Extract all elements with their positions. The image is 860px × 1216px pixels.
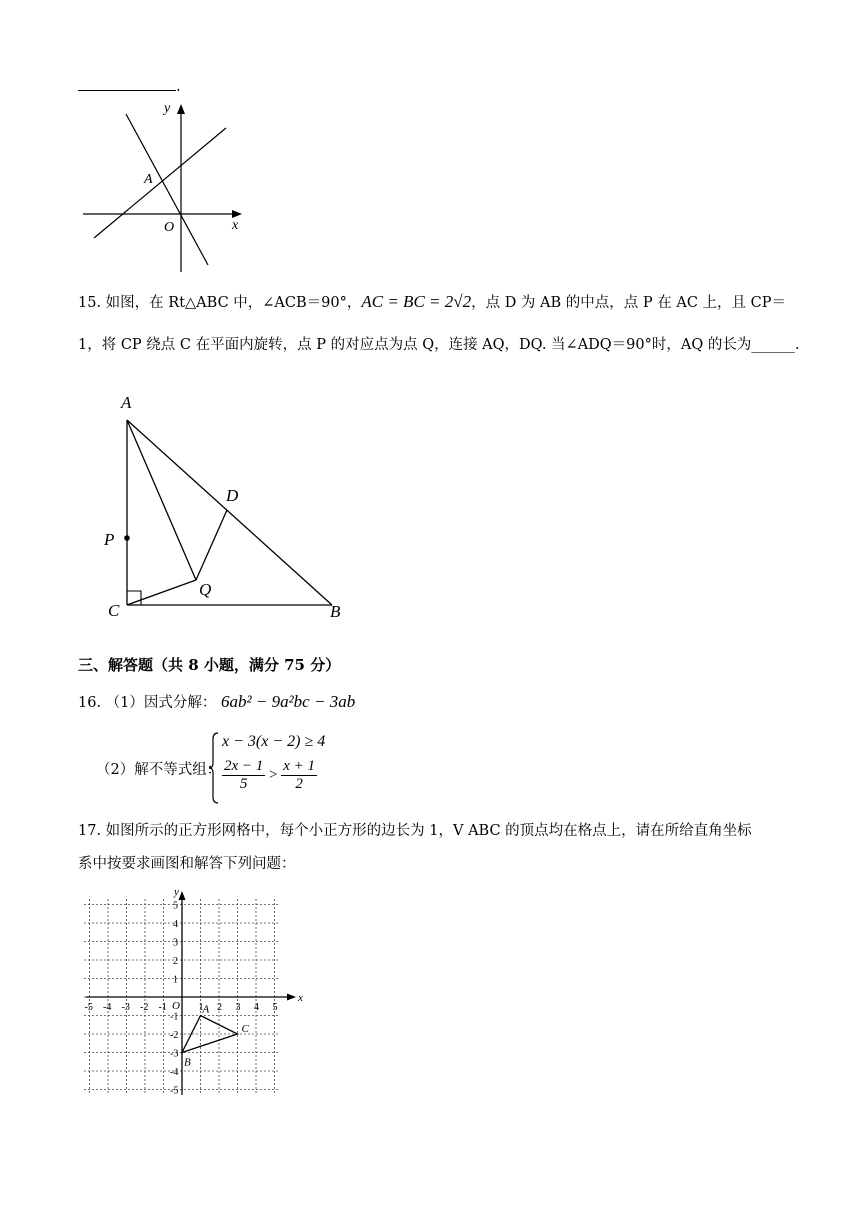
grid-point-C: C bbox=[241, 1023, 249, 1035]
y-tick-label: -1 bbox=[170, 1011, 179, 1023]
fraction-left-den: 5 bbox=[239, 776, 248, 792]
x-tick-label: -2 bbox=[140, 1002, 149, 1013]
origin-label: O bbox=[164, 220, 175, 235]
x-tick-label: -3 bbox=[121, 1002, 130, 1013]
label-C: C bbox=[108, 601, 120, 620]
fraction-left-num: 2x − 1 bbox=[224, 758, 264, 774]
q16-part-1 bbox=[78, 692, 355, 713]
tick-labels bbox=[85, 901, 278, 1097]
x-tick-label: 4 bbox=[254, 1002, 259, 1013]
q14-answer-blank bbox=[78, 74, 181, 97]
segment-DQ bbox=[196, 510, 227, 580]
q17-grid-figure bbox=[78, 885, 308, 1100]
inequality-2 bbox=[222, 758, 317, 793]
y-tick-label: -2 bbox=[170, 1030, 179, 1041]
q14-figure bbox=[78, 100, 258, 275]
y-tick-label: 2 bbox=[173, 956, 178, 967]
x-tick-label: 5 bbox=[272, 1002, 278, 1013]
grid-point-A: A bbox=[202, 1003, 210, 1016]
q15-number: 15. bbox=[78, 295, 102, 311]
fraction-left bbox=[222, 758, 265, 793]
y-tick-label: 1 bbox=[173, 974, 178, 986]
inequality-1: x − 3(x − 2) ≥ 4 bbox=[222, 733, 326, 750]
y-tick-label: -4 bbox=[170, 1067, 179, 1078]
fraction-right-num: x + 1 bbox=[283, 758, 316, 774]
grid-point-B: B bbox=[184, 1056, 191, 1069]
q17-number: 17. bbox=[78, 823, 102, 839]
grid-y-label: y bbox=[174, 886, 179, 898]
x-tick-label: -1 bbox=[158, 1002, 167, 1013]
inequality-system bbox=[208, 731, 348, 805]
q15-text-a: 如图，在 Rt△ABC 中，∠ACB＝90°， bbox=[105, 295, 362, 311]
left-brace-icon bbox=[208, 731, 220, 805]
q15-line-1 bbox=[78, 292, 786, 313]
q15-figure bbox=[100, 388, 360, 623]
point-P bbox=[124, 535, 130, 541]
x-axis-arrow-icon bbox=[232, 210, 242, 218]
label-B: B bbox=[330, 602, 341, 621]
y-tick-label: 4 bbox=[173, 919, 178, 930]
q15-line-2: 1，将 CP 绕点 C 在平面内旋转，点 P 的对应点为点 Q，连接 AQ，DQ. 当∠ADQ＝90°时，AQ 的长为______. bbox=[78, 337, 800, 353]
q14-period: . bbox=[176, 79, 181, 95]
label-A: A bbox=[121, 393, 132, 412]
segment-AQ bbox=[127, 420, 196, 580]
grid-origin-label: O bbox=[172, 1000, 180, 1012]
x-tick-label: 2 bbox=[217, 1002, 222, 1013]
y-tick-label: 5 bbox=[173, 900, 178, 912]
point-A-label: A bbox=[144, 172, 153, 187]
x-tick-label: -5 bbox=[84, 1002, 93, 1013]
q15-text-b: ，点 D 为 AB 的中点，点 P 在 AC 上，且 CP＝ bbox=[471, 295, 787, 311]
q16-part2-label: （2）解不等式组： bbox=[96, 762, 222, 778]
fraction-right-den: 2 bbox=[295, 776, 303, 792]
q16-part1-expr: 6ab² − 9a²bc − 3ab bbox=[221, 692, 356, 711]
blank-line bbox=[78, 74, 176, 91]
section-3-title: 三、解答题（共 8 小题，满分 75 分） bbox=[78, 656, 341, 674]
line-1 bbox=[126, 114, 208, 265]
grid-x-label: x bbox=[298, 992, 303, 1004]
label-Q: Q bbox=[199, 580, 212, 599]
q17-line-2: 系中按要求画图和解答下列问题： bbox=[78, 856, 296, 872]
x-tick-label: 3 bbox=[235, 1002, 241, 1013]
label-D: D bbox=[226, 486, 239, 505]
q16-part1-label: （1）因式分解： bbox=[105, 695, 217, 711]
grid-y-arrow-icon bbox=[179, 891, 186, 900]
grid-x-arrow-icon bbox=[287, 994, 296, 1001]
y-tick-label: -5 bbox=[170, 1085, 179, 1097]
y-axis-arrow-icon bbox=[177, 104, 185, 114]
q16-number: 16. bbox=[78, 695, 102, 711]
x-tick-label: 1 bbox=[198, 1002, 204, 1013]
y-label: y bbox=[164, 101, 171, 116]
y-tick-label: -3 bbox=[170, 1048, 179, 1060]
label-P: P bbox=[104, 530, 115, 549]
q15-math: AC = BC = 2√2 bbox=[361, 292, 472, 311]
inequality-op: > bbox=[269, 766, 278, 783]
line-2 bbox=[94, 128, 226, 238]
fraction-right bbox=[281, 758, 317, 793]
x-tick-label: -4 bbox=[103, 1002, 112, 1013]
segment-CQ bbox=[127, 580, 196, 605]
y-tick-label: 3 bbox=[173, 937, 178, 949]
x-label: x bbox=[232, 218, 239, 233]
q17-text-1: 如图所示的正方形网格中，每个小正方形的边长为 1，V ABC 的顶点均在格点上，请在所给直角坐标 bbox=[105, 823, 752, 839]
side-AB bbox=[127, 420, 332, 605]
q17-line-1 bbox=[78, 821, 752, 841]
